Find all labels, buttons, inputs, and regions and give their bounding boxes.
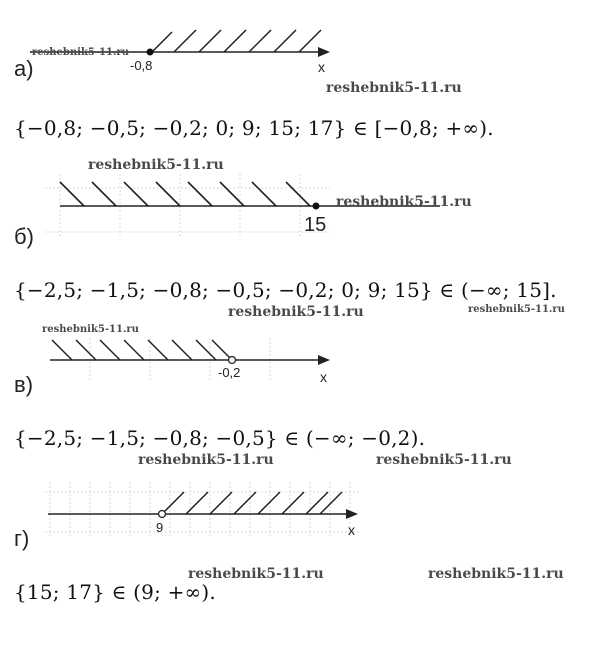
number-line-a xyxy=(0,0,604,90)
watermark: reshebnik5-11.ru xyxy=(188,566,324,582)
watermark: reshebnik5-11.ru xyxy=(336,194,472,210)
statement-b: {−2,5; −1,5; −0,8; −0,5; −0,2; 0; 9; 15} ∈ (−∞; 15]. xyxy=(14,278,557,302)
point-label-a: -0,8 xyxy=(130,58,153,73)
statement-c: {−2,5; −1,5; −0,8; −0,5} ∈ (−∞; −0,2). xyxy=(14,426,426,450)
hatch-d xyxy=(164,492,342,514)
hatch-c xyxy=(52,340,230,360)
axis-label-a: x xyxy=(318,59,325,75)
number-line-c xyxy=(0,330,604,390)
statement-a: {−0,8; −0,5; −0,2; 0; 9; 15; 17} ∈ [−0,8; +∞). xyxy=(14,116,494,140)
filled-point-a xyxy=(147,49,154,56)
watermark: reshebnik5-11.ru xyxy=(138,452,274,468)
statement-d: {15; 17} ∈ (9; +∞). xyxy=(14,580,216,604)
watermark: reshebnik5-11.ru xyxy=(468,304,565,315)
number-line-d xyxy=(0,478,604,548)
part-label-b: б) xyxy=(14,224,34,249)
watermark: reshebnik5-11.ru xyxy=(376,452,512,468)
axis-label-d: x xyxy=(348,522,355,538)
part-label-d: г) xyxy=(14,526,30,551)
axis-label-c: x xyxy=(320,369,327,385)
hatch-b xyxy=(60,182,310,206)
watermark: reshebnik5-11.ru xyxy=(428,566,564,582)
watermark: reshebnik5-11.ru xyxy=(88,157,224,173)
point-label-b: 15 xyxy=(304,214,327,236)
point-label-c: -0,2 xyxy=(218,365,241,380)
filled-point-b xyxy=(313,203,320,210)
part-label-a: а) xyxy=(14,56,34,81)
point-label-d: 9 xyxy=(156,520,164,535)
watermark: reshebnik5-11.ru xyxy=(228,304,364,320)
hatch-a xyxy=(152,30,321,52)
watermark: reshebnik5-11.ru xyxy=(326,80,462,96)
part-label-c: в) xyxy=(14,372,34,397)
open-point-c xyxy=(229,357,236,364)
watermark: reshebnik5-11.ru xyxy=(32,47,129,58)
watermark: reshebnik5-11.ru xyxy=(42,324,139,335)
number-line-b xyxy=(0,168,604,248)
open-point-d xyxy=(159,511,166,518)
